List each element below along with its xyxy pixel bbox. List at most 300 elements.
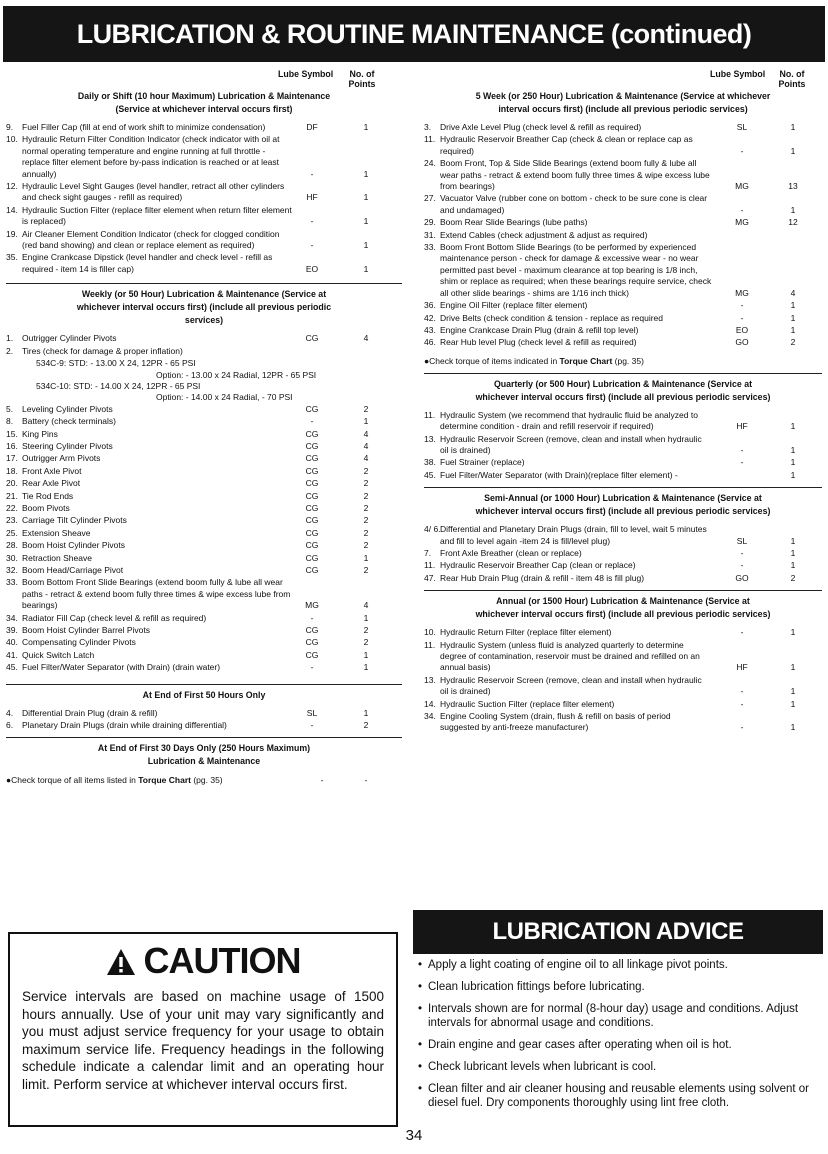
- advice-header: LUBRICATION ADVICE: [413, 910, 823, 954]
- bullet: •: [418, 1083, 423, 1095]
- divider: [6, 684, 402, 685]
- points: 2: [790, 572, 796, 583]
- item-text: Engine Oil Filter (replace filter element): [440, 300, 588, 311]
- divider: [424, 487, 822, 488]
- left-column: [6, 66, 402, 786]
- divider: [424, 590, 822, 591]
- item-number: 42.: [424, 312, 436, 323]
- points: 12: [788, 217, 798, 228]
- divider: [424, 373, 822, 374]
- item-number: 2.: [6, 345, 14, 356]
- lube-symbol: -: [740, 300, 744, 311]
- weekly-list: [6, 333, 402, 357]
- lube-symbol: MG: [735, 181, 749, 192]
- item-number: 14.: [424, 698, 436, 709]
- points: 1: [790, 122, 796, 132]
- points: 4: [790, 287, 796, 298]
- torque-note-right: ●Check torque of items indicated in Torque Chart (pg. 35): [424, 355, 644, 366]
- item-number: 4/ 6.: [424, 524, 441, 535]
- tire-spec: Option: - 13.00 x 24 Radial, 12PR - 65 PSI: [156, 369, 317, 380]
- list-item: [424, 434, 822, 457]
- advice-item: [418, 1082, 822, 1110]
- item-number: 41.: [6, 649, 18, 660]
- points: 4: [363, 453, 369, 464]
- torque-note-left: ●Check torque of all items listed in Torque Chart (pg. 35) - -: [6, 774, 402, 786]
- points: 1: [790, 312, 796, 323]
- list-item: [424, 699, 822, 710]
- list-item: [424, 230, 822, 241]
- item-number: 6.: [6, 720, 14, 731]
- item-number: 13.: [424, 433, 436, 444]
- item-text: Rear Hub level Plug (check level & refill as required): [440, 337, 637, 348]
- points: 1: [363, 192, 369, 203]
- item-text: Drive Belts (check condition & tension - replace as required: [440, 312, 663, 323]
- list-item: [424, 573, 822, 584]
- points: 2: [363, 490, 369, 501]
- item-text: Hydraulic Return Filter (replace filter element): [440, 627, 612, 638]
- lube-symbol: SL: [736, 122, 748, 132]
- daily-list: [6, 122, 402, 275]
- points: 4: [363, 333, 369, 344]
- list-item: [6, 441, 402, 452]
- lube-symbol: -: [740, 560, 744, 571]
- torque-chart-ref: Torque Chart: [138, 775, 191, 786]
- item-text: Engine Cooling System (drain, flush & refill on basis of period suggested by anti-freeze manufacturer): [440, 711, 671, 733]
- item-text: Extension Sheave: [22, 527, 91, 538]
- item-text: Differential Drain Plug (drain & refill): [22, 707, 158, 718]
- item-text: Hydraulic Suction Filter (replace filter element): [440, 698, 615, 709]
- list-item: [6, 478, 402, 489]
- list-item: [6, 404, 402, 415]
- points: 1: [363, 612, 369, 623]
- advice-item: [418, 1038, 822, 1052]
- advice-text: Drain engine and gear cases after operating when oil is hot.: [428, 1039, 732, 1051]
- item-number: 7.: [424, 547, 432, 558]
- points: 2: [363, 515, 369, 526]
- lube-symbol: -: [310, 216, 314, 227]
- list-item: [6, 503, 402, 514]
- list-item: [6, 528, 402, 539]
- right-column: [424, 66, 822, 735]
- section-title-weekly: Weekly (or 50 Hour) Lubrication & Maintenance (Service at whichever interval occurs first) (include all previous periodic services): [76, 289, 332, 326]
- list-item: [424, 524, 822, 547]
- points: 1: [790, 457, 796, 468]
- points: 2: [363, 478, 369, 489]
- item-text: King Pins: [22, 428, 58, 439]
- points: 1: [790, 627, 796, 638]
- lube-symbol: -: [310, 612, 314, 623]
- item-number: 21.: [6, 490, 18, 501]
- points: 2: [363, 527, 369, 538]
- item-text: Rear Hub Drain Plug (drain & refill - item 48 is fill plug): [440, 572, 645, 583]
- list-item: [6, 553, 402, 564]
- points: 4: [363, 600, 369, 611]
- list-item: [424, 325, 822, 336]
- item-number: 3.: [424, 122, 432, 132]
- list-item: [6, 577, 402, 611]
- lube-symbol: CG: [305, 465, 319, 476]
- lube-symbol: MG: [735, 217, 749, 228]
- item-text: Boom Head/Carriage Pivot: [22, 565, 124, 575]
- list-item: [6, 491, 402, 502]
- item-text: Outrigger Cylinder Pivots: [22, 333, 117, 344]
- item-text: Front Axle Breather (clean or replace): [440, 547, 582, 558]
- lube-symbol: CG: [305, 428, 319, 439]
- list-item: [424, 217, 822, 228]
- lube-symbol: CG: [305, 502, 319, 513]
- advice-item: [418, 958, 822, 972]
- item-number: 32.: [6, 565, 18, 575]
- points: 1: [363, 552, 369, 563]
- item-text: Hydraulic Reservoir Breather Cap (clean or replace): [440, 560, 636, 571]
- item-number: 13.: [424, 674, 436, 685]
- item-text: Boom Hoist Cylinder Pivots: [22, 540, 125, 551]
- advice-text: Check lubricant levels when lubricant is cool.: [428, 1061, 657, 1073]
- item-text: Hydraulic System (we recommend that hydraulic fluid be analyzed to determine condition - drain and refill reservoir if required): [440, 409, 698, 432]
- item-number: 10.: [424, 627, 436, 638]
- item-number: 23.: [6, 515, 18, 526]
- points: 1: [363, 216, 369, 227]
- points: 2: [363, 465, 369, 476]
- points: 1: [790, 560, 796, 571]
- points: 1: [790, 547, 796, 558]
- item-number: 10.: [6, 134, 18, 145]
- item-text: Air Cleaner Element Condition Indicator (check for clogged condition (red band showing) and clean or replace element as required): [22, 228, 280, 251]
- points: 1: [790, 686, 796, 697]
- tire-specs: [6, 358, 402, 404]
- lube-symbol: CG: [305, 440, 319, 451]
- points: 2: [363, 502, 369, 513]
- item-text: Hydraulic Reservoir Screen (remove, clean and install when hydraulic oil is drained): [440, 674, 702, 697]
- lube-symbol: CG: [305, 637, 319, 648]
- points: -: [364, 775, 368, 786]
- item-number: 30.: [6, 552, 18, 563]
- item-text: Hydraulic Reservoir Screen (remove, clean and install when hydraulic oil is drained): [440, 433, 702, 455]
- points: 2: [363, 625, 369, 636]
- section-title-first-30: At End of First 30 Days Only (250 Hours Maximum) Lubrication & Maintenance: [97, 743, 311, 767]
- lube-symbol: -: [310, 416, 314, 427]
- advice-list: [418, 958, 822, 1118]
- points: 2: [363, 720, 369, 731]
- lube-symbol: CG: [305, 527, 319, 538]
- item-text: Battery (check terminals): [22, 416, 116, 427]
- list-item: [6, 252, 402, 275]
- points: 1: [790, 324, 796, 335]
- item-number: 47.: [424, 572, 436, 583]
- lube-symbol: CG: [305, 333, 319, 344]
- page-header: LUBRICATION & ROUTINE MAINTENANCE (continued): [3, 6, 825, 62]
- list-item: [6, 453, 402, 464]
- item-text: Hydraulic Reservoir Breather Cap (check & clean or replace cap as required): [440, 134, 693, 156]
- list-item: [6, 181, 402, 204]
- semi-annual-list: [424, 524, 822, 584]
- list-item: [6, 346, 402, 357]
- item-number: 36.: [424, 300, 436, 311]
- caution-title: CAUTION: [10, 940, 396, 982]
- lube-symbol: -: [320, 775, 324, 786]
- item-number: 20.: [6, 478, 18, 489]
- lube-symbol: CG: [305, 565, 319, 575]
- item-number: 27.: [424, 193, 436, 204]
- bullet: ●: [6, 775, 12, 786]
- item-text: Hydraulic System (unless fluid is analyzed quarterly to determine degree of contamination, reservoir must be drained and refilled on an annual basis): [440, 639, 700, 673]
- lube-symbol: CG: [305, 403, 319, 414]
- points: 1: [790, 722, 796, 733]
- list-item: [424, 337, 822, 348]
- list-item: [6, 662, 402, 673]
- item-text: Boom Bottom Front Slide Bearings (extend boom fully & lube all wear paths - retract & extend boom fully three times & wipe excess lube from bearings): [22, 577, 291, 611]
- list-item: [424, 300, 822, 311]
- lube-symbol: -: [740, 145, 744, 156]
- item-number: 4.: [6, 707, 14, 718]
- list-item: [6, 613, 402, 624]
- lube-symbol: GO: [735, 337, 749, 348]
- points: 1: [363, 263, 369, 274]
- item-text: Rear Axle Pivot: [22, 478, 81, 489]
- lube-symbol: -: [740, 444, 744, 455]
- lube-symbol: HF: [306, 192, 318, 203]
- column-headers: [6, 66, 402, 96]
- item-number: 29.: [424, 217, 436, 228]
- tire-spec: 534C-9: STD: - 13.00 X 24, 12PR - 65 PSI: [36, 358, 196, 369]
- lube-symbol: EO: [735, 324, 749, 335]
- lube-symbol: -: [740, 698, 744, 709]
- points: 1: [363, 122, 369, 132]
- column-headers: [424, 66, 822, 96]
- list-item: [6, 466, 402, 477]
- item-number: 45.: [6, 662, 18, 673]
- list-item: [6, 229, 402, 252]
- list-item: [424, 711, 822, 734]
- points: 1: [363, 240, 369, 251]
- lube-symbol: EO: [305, 263, 319, 274]
- bullet: •: [418, 959, 423, 971]
- item-text: Hydraulic Suction Filter (replace filter element when return filter element is replaced): [22, 204, 292, 227]
- weekly-list-continued: [6, 404, 402, 674]
- list-item: [424, 470, 822, 481]
- item-text: Extend Cables (check adjustment & adjust as required): [440, 229, 648, 240]
- first-50-list: [6, 708, 402, 732]
- lube-symbol: -: [740, 204, 744, 215]
- tire-spec: Option: - 14.00 x 24 Radial, - 70 PSI: [156, 392, 293, 403]
- points: 1: [363, 707, 369, 718]
- lube-symbol: CG: [305, 625, 319, 636]
- item-number: 11.: [424, 134, 436, 145]
- advice-text: Intervals shown are for normal (8-hour day) usage and conditions. Adjust intervals for abnormal usage and conditions.: [428, 1003, 799, 1029]
- list-item: [6, 650, 402, 661]
- list-item: [6, 625, 402, 636]
- section-title-quarterly: Quarterly (or 500 Hour) Lubrication & Maintenance (Service at whichever interval occurs first) (include all previous periodic services): [475, 378, 771, 402]
- item-number: 1.: [6, 333, 14, 344]
- item-text: Fuel Filler Cap (fill at end of work shift to minimize condensation): [22, 122, 266, 132]
- lube-symbol-header: Lube Symbol: [710, 69, 766, 79]
- item-number: 34.: [6, 612, 18, 623]
- item-number: 24.: [424, 158, 436, 169]
- item-text: Boom Hoist Cylinder Barrel Pivots: [22, 625, 151, 636]
- item-text: Leveling Cylinder Pivots: [22, 403, 113, 414]
- list-item: [424, 158, 822, 192]
- points: 2: [363, 637, 369, 648]
- item-text: Differential and Planetary Drain Plugs (drain, fill to level, wait 5 minutes and fill to level again -item 24 is fill/level plug): [440, 524, 707, 546]
- quarterly-list: [424, 410, 822, 481]
- bullet: •: [418, 1003, 423, 1015]
- divider: [6, 737, 402, 738]
- item-number: 33.: [424, 242, 436, 253]
- item-text: Boom Front, Top & Side Slide Bearings (extend boom fully & lube all wear paths - retract & extend boom fully three times & wipe excess lube from bearings): [440, 158, 710, 192]
- points: 1: [790, 421, 796, 432]
- item-text: Engine Crankcase Dipstick (level handler and check level - refill as required - item 14 is filler cap): [22, 252, 273, 274]
- points: 1: [363, 416, 369, 427]
- lube-symbol: -: [740, 686, 744, 697]
- item-number: 40.: [6, 637, 18, 648]
- five-week-list: [424, 122, 822, 349]
- item-text: Tie Rod Ends: [22, 490, 74, 501]
- section-title-semi-annual: Semi-Annual (or 1000 Hour) Lubrication & Maintenance (Service at whichever interval occurs first) (include all previous periodic services): [475, 493, 771, 517]
- points: 2: [790, 337, 796, 348]
- item-text: Drive Axle Level Plug (check level & refill as required): [440, 122, 642, 132]
- points: 1: [790, 444, 796, 455]
- item-number: 17.: [6, 453, 18, 464]
- item-text: Steering Cylinder Pivots: [22, 440, 113, 451]
- list-item: [6, 565, 402, 576]
- points: 1: [790, 662, 796, 673]
- item-number: 5.: [6, 403, 14, 414]
- points: 1: [363, 168, 369, 179]
- item-text: Planetary Drain Plugs (drain while draining differential): [22, 720, 227, 731]
- divider: [6, 283, 402, 284]
- list-item: [424, 122, 822, 133]
- item-number: 18.: [6, 465, 18, 476]
- list-item: [6, 416, 402, 427]
- item-number: 43.: [424, 324, 436, 335]
- lube-symbol: DF: [306, 122, 318, 132]
- list-item: [424, 242, 822, 299]
- list-item: [424, 193, 822, 216]
- points: 1: [363, 662, 369, 673]
- advice-item: [418, 1002, 822, 1030]
- list-item: [424, 675, 822, 698]
- list-item: [6, 515, 402, 526]
- item-text: Fuel Filter/Water Separator (with Drain)(replace filter element) -: [440, 469, 678, 480]
- advice-item: [418, 1060, 822, 1074]
- item-number: 16.: [6, 440, 18, 451]
- points: 2: [363, 403, 369, 414]
- lube-symbol: MG: [735, 287, 749, 298]
- lube-symbol: SL: [736, 535, 748, 546]
- item-text: Outrigger Arm Pivots: [22, 453, 101, 464]
- lube-symbol: CG: [305, 649, 319, 660]
- item-number: 14.: [6, 204, 18, 215]
- list-item: [424, 410, 822, 433]
- lube-symbol: GO: [735, 572, 749, 583]
- lube-symbol: CG: [305, 453, 319, 464]
- lube-symbol: CG: [305, 490, 319, 501]
- item-number: 28.: [6, 540, 18, 551]
- item-number: 33.: [6, 577, 18, 588]
- lube-symbol: -: [310, 720, 314, 731]
- points: 1: [790, 204, 796, 215]
- points: 2: [363, 565, 369, 575]
- advice-item: [418, 980, 822, 994]
- item-number: 15.: [6, 428, 18, 439]
- item-text: Compensating Cylinder Pivots: [22, 637, 136, 648]
- advice-text: Clean lubrication fittings before lubricating.: [428, 981, 645, 993]
- points-header: No. of Points: [348, 69, 376, 89]
- bullet: •: [418, 1039, 423, 1051]
- lube-symbol: -: [740, 627, 744, 638]
- lube-symbol: HF: [736, 662, 748, 673]
- section-title-annual: Annual (or 1500 Hour) Lubrication & Maintenance (Service at whichever interval occurs first) (include all previous periodic services): [475, 596, 771, 620]
- list-item: [424, 560, 822, 571]
- item-text: Quick Switch Latch: [22, 649, 95, 660]
- lube-symbol: CG: [305, 478, 319, 489]
- item-number: 45.: [424, 469, 436, 480]
- lube-symbol: -: [740, 457, 744, 468]
- list-item: [6, 134, 402, 180]
- list-item: [6, 333, 402, 344]
- item-number: 8.: [6, 416, 14, 427]
- points: 1: [790, 535, 796, 546]
- section-title-first-50: At End of First 50 Hours Only: [142, 689, 266, 700]
- advice-text: Clean filter and air cleaner housing and reusable elements using solvent or diesel fuel. Dry components thoroughly using lint free cloth.: [428, 1083, 810, 1109]
- item-number: 12.: [6, 181, 18, 192]
- lube-symbol: CG: [305, 552, 319, 563]
- item-text: Fuel Filter/Water Separator (with Drain) (drain water): [22, 662, 221, 673]
- bullet: •: [418, 1061, 423, 1073]
- list-item: [6, 708, 402, 719]
- caution-box: [8, 932, 398, 1127]
- points: 4: [363, 428, 369, 439]
- item-number: 19.: [6, 228, 18, 239]
- item-text: Retraction Sheave: [22, 552, 92, 563]
- list-item: [6, 540, 402, 551]
- item-text: Hydraulic Return Filter Condition Indicator (check indicator with oil at normal operating temperature and engine running at full throttle - replace filter element before by-pass indication is reached or at least annually): [22, 134, 280, 179]
- item-text: Tires (check for damage & proper inflation): [22, 345, 183, 356]
- lube-symbol: MG: [305, 600, 319, 611]
- item-text: Vacuator Valve (rubber cone on bottom - check to be sure cone is clear and undamaged): [440, 193, 708, 215]
- points: 13: [788, 181, 798, 192]
- list-item: [6, 429, 402, 440]
- section-title-daily: Daily or Shift (10 hour Maximum) Lubrication & Maintenance (Service at whichever interval occurs first): [77, 91, 331, 114]
- item-text: Boom Pivots: [22, 502, 70, 513]
- lube-symbol-header: Lube Symbol: [278, 69, 334, 79]
- warning-triangle-icon: [106, 948, 136, 976]
- item-number: 11.: [424, 409, 436, 420]
- item-number: 25.: [6, 527, 18, 538]
- item-text: Engine Crankcase Drain Plug (drain & refill top level): [440, 324, 639, 335]
- lube-symbol: HF: [736, 421, 748, 432]
- list-item: [424, 548, 822, 559]
- item-number: 11.: [424, 560, 436, 571]
- caution-text: Service intervals are based on machine usage of 1500 hours annually. Use of your unit may vary significantly and you must adjust service frequency for your usage to obtain maximum service life. Frequency headings in the following schedule indicate a calendar limit and an operating hour limit. Perform service at whichever interval occurs first.: [22, 989, 384, 1092]
- item-number: 31.: [424, 229, 436, 240]
- list-item: [6, 720, 402, 731]
- item-text: Radiator Fill Cap (check level & refill as required): [22, 612, 207, 623]
- item-number: 39.: [6, 625, 18, 636]
- points-header: No. of Points: [778, 69, 806, 89]
- list-item: [424, 627, 822, 638]
- lube-symbol: -: [740, 547, 744, 558]
- bullet: ●: [424, 355, 430, 366]
- list-item: [6, 205, 402, 228]
- list-item: [6, 122, 402, 133]
- section-title-5-week: 5 Week (or 250 Hour) Lubrication & Maintenance (Service at whichever interval occurs first) (include all previous periodic services): [475, 91, 771, 114]
- list-item: [424, 313, 822, 324]
- page-number: 34: [405, 1127, 423, 1144]
- list-item: [6, 637, 402, 648]
- item-text: Boom Rear Slide Bearings (lube paths): [440, 217, 588, 228]
- item-text: Hydraulic Level Sight Gauges (level handler, retract all other cylinders and check sight gauges - refill as required): [22, 181, 285, 203]
